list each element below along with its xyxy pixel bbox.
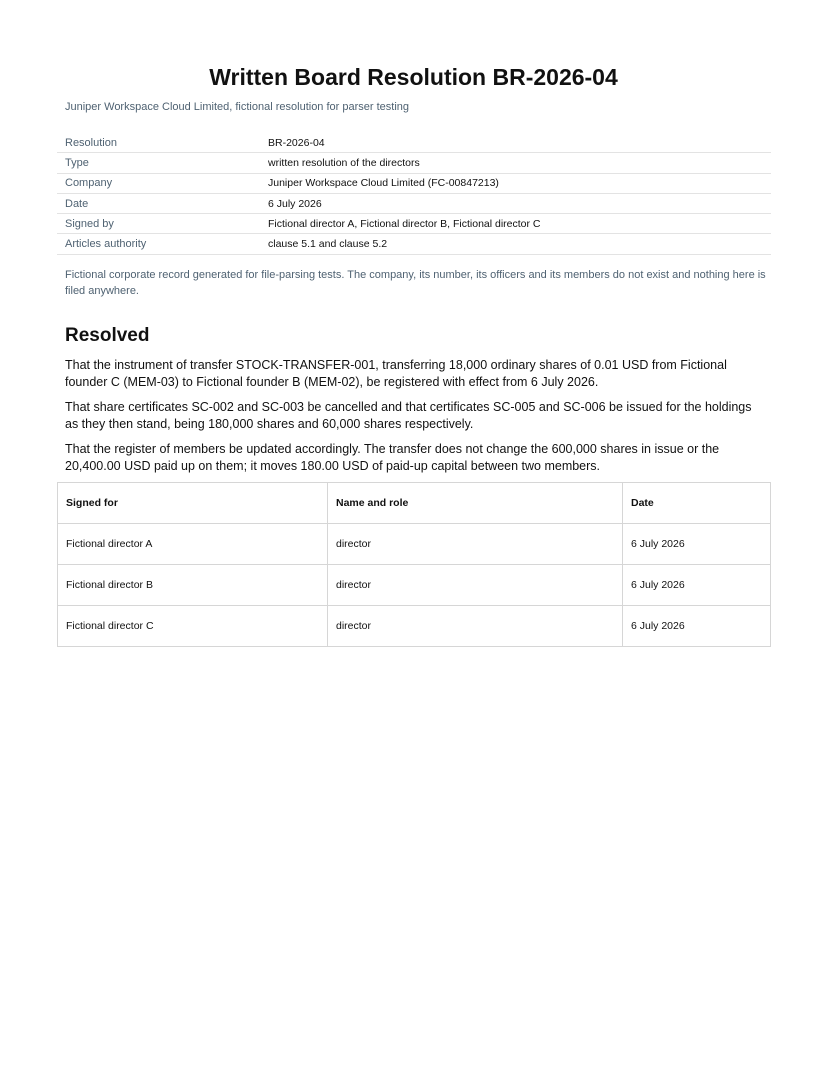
column-header-signed-for: Signed for	[58, 483, 328, 524]
date-cell: 6 July 2026	[623, 565, 771, 606]
signatures-table	[57, 482, 771, 647]
table-row	[58, 565, 771, 606]
fictional-record-note: Fictional corporate record generated for file-parsing tests. The company, its number, its officers and its members do not exist and nothing here is filed anywhere.	[65, 269, 766, 297]
resolved-heading: Resolved	[65, 325, 150, 346]
document-subtitle: Juniper Workspace Cloud Limited, fictional resolution for parser testing	[65, 101, 410, 113]
details-value: BR-2026-04	[260, 133, 771, 153]
signatures-header-row	[58, 483, 771, 524]
name-and-role-cell: director	[328, 565, 623, 606]
table-row	[58, 606, 771, 647]
name-and-role-cell: director	[328, 524, 623, 565]
column-header-date: Date	[623, 483, 771, 524]
details-value: Juniper Workspace Cloud Limited (FC-00847213)	[260, 173, 771, 193]
table-row	[58, 524, 771, 565]
document-title: Written Board Resolution BR-2026-04	[209, 64, 618, 90]
details-value: 6 July 2026	[260, 193, 771, 213]
resolution-paragraph: That the register of members be updated accordingly. The transfer does not change the 600,000 shares in issue or the 20,400.00 USD paid up on them; it moves 180.00 USD of paid-up capital between two members.	[65, 442, 720, 473]
details-row-articles-authority	[57, 234, 771, 254]
resolution-details-table	[57, 133, 771, 255]
details-value: written resolution of the directors	[260, 153, 771, 173]
details-key: Type	[57, 153, 260, 173]
date-cell: 6 July 2026	[623, 606, 771, 647]
name-and-role-cell: director	[328, 606, 623, 647]
resolution-paragraph: That share certificates SC-002 and SC-003 be cancelled and that certificates SC-005 and SC-006 be issued for the holdings as they then stand, being 180,000 shares and 60,000 shares respectively.	[65, 400, 752, 431]
details-value: Fictional director A, Fictional director B, Fictional director C	[260, 214, 771, 234]
date-cell: 6 July 2026	[623, 524, 771, 565]
resolution-paragraph: That the instrument of transfer STOCK-TRANSFER-001, transferring 18,000 ordinary shares of 0.01 USD from Fictional founder C (MEM-03) to Fictional founder B (MEM-02), be registered with effect from 6 July 2026.	[65, 358, 727, 389]
details-row-signed-by	[57, 214, 771, 234]
details-row-resolution	[57, 133, 771, 153]
details-key: Date	[57, 193, 260, 213]
details-row-company	[57, 173, 771, 193]
details-key: Company	[57, 173, 260, 193]
details-key: Resolution	[57, 133, 260, 153]
details-key: Signed by	[57, 214, 260, 234]
signed-for-cell: Fictional director B	[58, 565, 328, 606]
details-key: Articles authority	[57, 234, 260, 254]
details-value: clause 5.1 and clause 5.2	[260, 234, 771, 254]
signed-for-cell: Fictional director C	[58, 606, 328, 647]
details-row-date	[57, 193, 771, 213]
column-header-name-and-role: Name and role	[328, 483, 623, 524]
signed-for-cell: Fictional director A	[58, 524, 328, 565]
details-row-type	[57, 153, 771, 173]
